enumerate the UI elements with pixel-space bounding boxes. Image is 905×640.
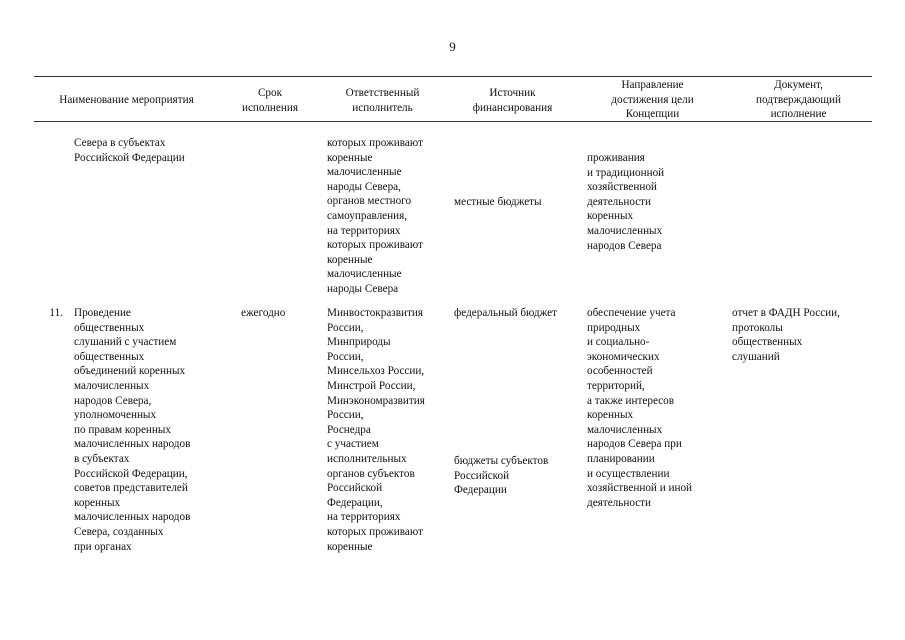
header-direction: Направление достижения цели Концепции [611, 79, 694, 120]
header-funding: Источник финансирования [472, 87, 553, 114]
row-number: 11. [49, 307, 63, 319]
header-name: Наименование мероприятия [59, 94, 194, 106]
continuation-executor: которых проживают коренные малочисленные народы Севера, органов местного самоуправления, на территориях которых проживают коренные малочисленные народы Севера [327, 137, 423, 295]
row-executor: Минвостокразвития России, Минприроды России, Минсельхоз России, Минстрой России, Минэкономразвития России, Роснедра с участием исполнительных органов субъектов Российской Федерации, на территориях которых проживают коренные [327, 307, 425, 553]
continuation-funding: местные бюджеты [454, 196, 542, 208]
row-direction: обеспечение учета природных и социально- экономических особенностей территорий, а также интересов коренных малочисленных народов Севера при планировании и осуществлении хозяйственной и иной деятельности [587, 307, 693, 509]
row-funding-regional: бюджеты субъектов Российской Федерации [454, 455, 549, 497]
row-funding-federal: федеральный бюджет [454, 307, 557, 319]
page-number: 9 [449, 39, 456, 54]
row-name: Проведение общественных слушаний с участием общественных объединений коренных малочисленных народов Севера, уполномоченных по правам коренных малочисленных народов в субъектах Российской Федерации, советов представителей коренных малочисленных народов Севера, созданных при органах [74, 307, 191, 553]
continuation-direction: проживания и традиционной хозяйственной деятельности коренных малочисленных народов Севера [587, 152, 665, 252]
continuation-name: Севера в субъектах Российской Федерации [74, 137, 185, 164]
table-top-rule [34, 76, 872, 77]
row-deadline: ежегодно [241, 307, 286, 319]
row-document: отчет в ФАДН России, протоколы общественных слушаний [732, 307, 840, 363]
header-deadline: Срок исполнения [241, 87, 299, 114]
header-document: Документ, подтверждающий исполнение [756, 79, 841, 120]
header-executor: Ответственный исполнитель [345, 87, 420, 114]
